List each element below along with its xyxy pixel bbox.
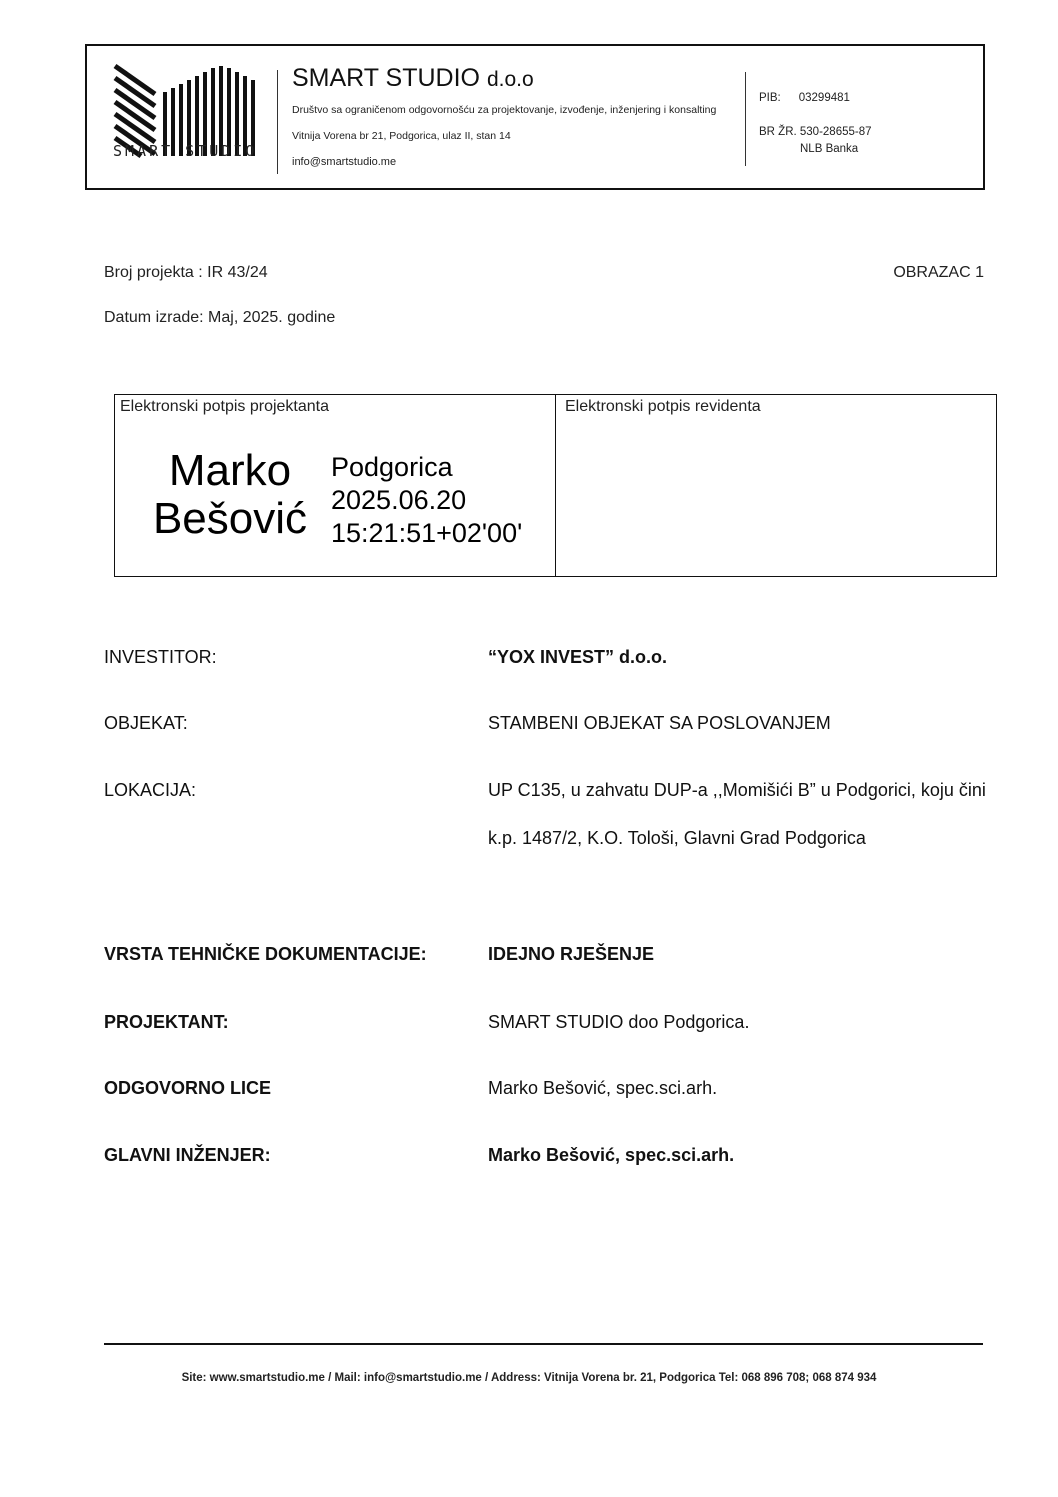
company-address: Vitnija Vorena br 21, Podgorica, ulaz II, stan 14 — [292, 130, 511, 142]
investor-value: “YOX INVEST” d.o.o. — [488, 647, 668, 667]
investor-label: INVESTITOR: — [104, 647, 217, 667]
letterhead-divider-right — [745, 72, 746, 166]
object-label: OBJEKAT: — [104, 713, 188, 733]
project-number: Broj projekta : IR 43/24 — [104, 264, 268, 281]
signature-table-divider — [555, 395, 556, 576]
location-line-1: UP C135, u zahvatu DUP-a ,,Momišići B” u Podgorici, koju čini — [488, 780, 986, 800]
sign-date: 2025.06.20 — [331, 485, 467, 515]
company-description: Društvo sa ograničenom odgovornošću za projektovanje, izvođenje, inženjering i konsalting — [292, 104, 717, 116]
company-name — [292, 64, 534, 93]
logo-text: SMART STUDIO — [113, 142, 258, 160]
designer-value: SMART STUDIO doo Podgorica. — [488, 1012, 750, 1032]
pib-value: 03299481 — [798, 92, 850, 104]
designer-signature-label: Elektronski potpis projektanta — [120, 398, 329, 415]
company-email: info@smartstudio.me — [292, 156, 397, 168]
creation-date: Datum izrade: Maj, 2025. godine — [104, 309, 336, 326]
footer-rule — [104, 1343, 983, 1345]
chief-engineer-label: GLAVNI INŽENJER: — [104, 1145, 271, 1165]
company-suffix: d.o.o — [486, 68, 534, 91]
object-value: STAMBENI OBJEKAT SA POSLOVANJEM — [488, 713, 831, 733]
location-label: LOKACIJA: — [104, 780, 197, 800]
pib-label: PIB: — [759, 92, 781, 104]
responsible-person-label: ODGOVORNO LICE — [104, 1078, 272, 1098]
chief-engineer-value: Marko Bešović, spec.sci.arh. — [488, 1145, 735, 1165]
responsible-person-value: Marko Bešović, spec.sci.arh. — [488, 1078, 718, 1098]
company-name-main: SMART STUDIO — [292, 64, 480, 92]
location-line-2: k.p. 1487/2, K.O. Tološi, Glavni Grad Podgorica — [488, 828, 866, 848]
pib — [759, 92, 850, 104]
letterhead-divider — [277, 70, 278, 174]
signer-first-name: Marko — [168, 446, 292, 495]
bank-name: NLB Banka — [800, 143, 859, 155]
sign-time: 15:21:51+02'00' — [331, 518, 523, 548]
footer-contact: Site: www.smartstudio.me / Mail: info@smartstudio.me / Address: Vitnija Vorena br. 21, Podgorica Tel: 068 896 708; 068 874 934 — [181, 1372, 877, 1384]
letterhead — [85, 44, 985, 190]
designer-label: PROJEKTANT: — [104, 1012, 229, 1032]
bank-account: BR ŽR. 530-28655-87 — [759, 126, 872, 138]
signer-last-name: Bešović — [152, 494, 308, 543]
signature-table — [114, 394, 997, 577]
doc-type-value: IDEJNO RJEŠENJE — [488, 944, 655, 964]
sign-place: Podgorica — [331, 452, 453, 482]
smart-studio-logo — [111, 62, 261, 180]
digital-signature-details — [331, 451, 522, 550]
form-number: OBRAZAC 1 — [893, 264, 984, 281]
doc-type-label: VRSTA TEHNIČKE DOKUMENTACIJE: — [104, 944, 427, 964]
reviewer-signature-label: Elektronski potpis revidenta — [565, 398, 761, 415]
digital-signature-name — [145, 447, 315, 543]
